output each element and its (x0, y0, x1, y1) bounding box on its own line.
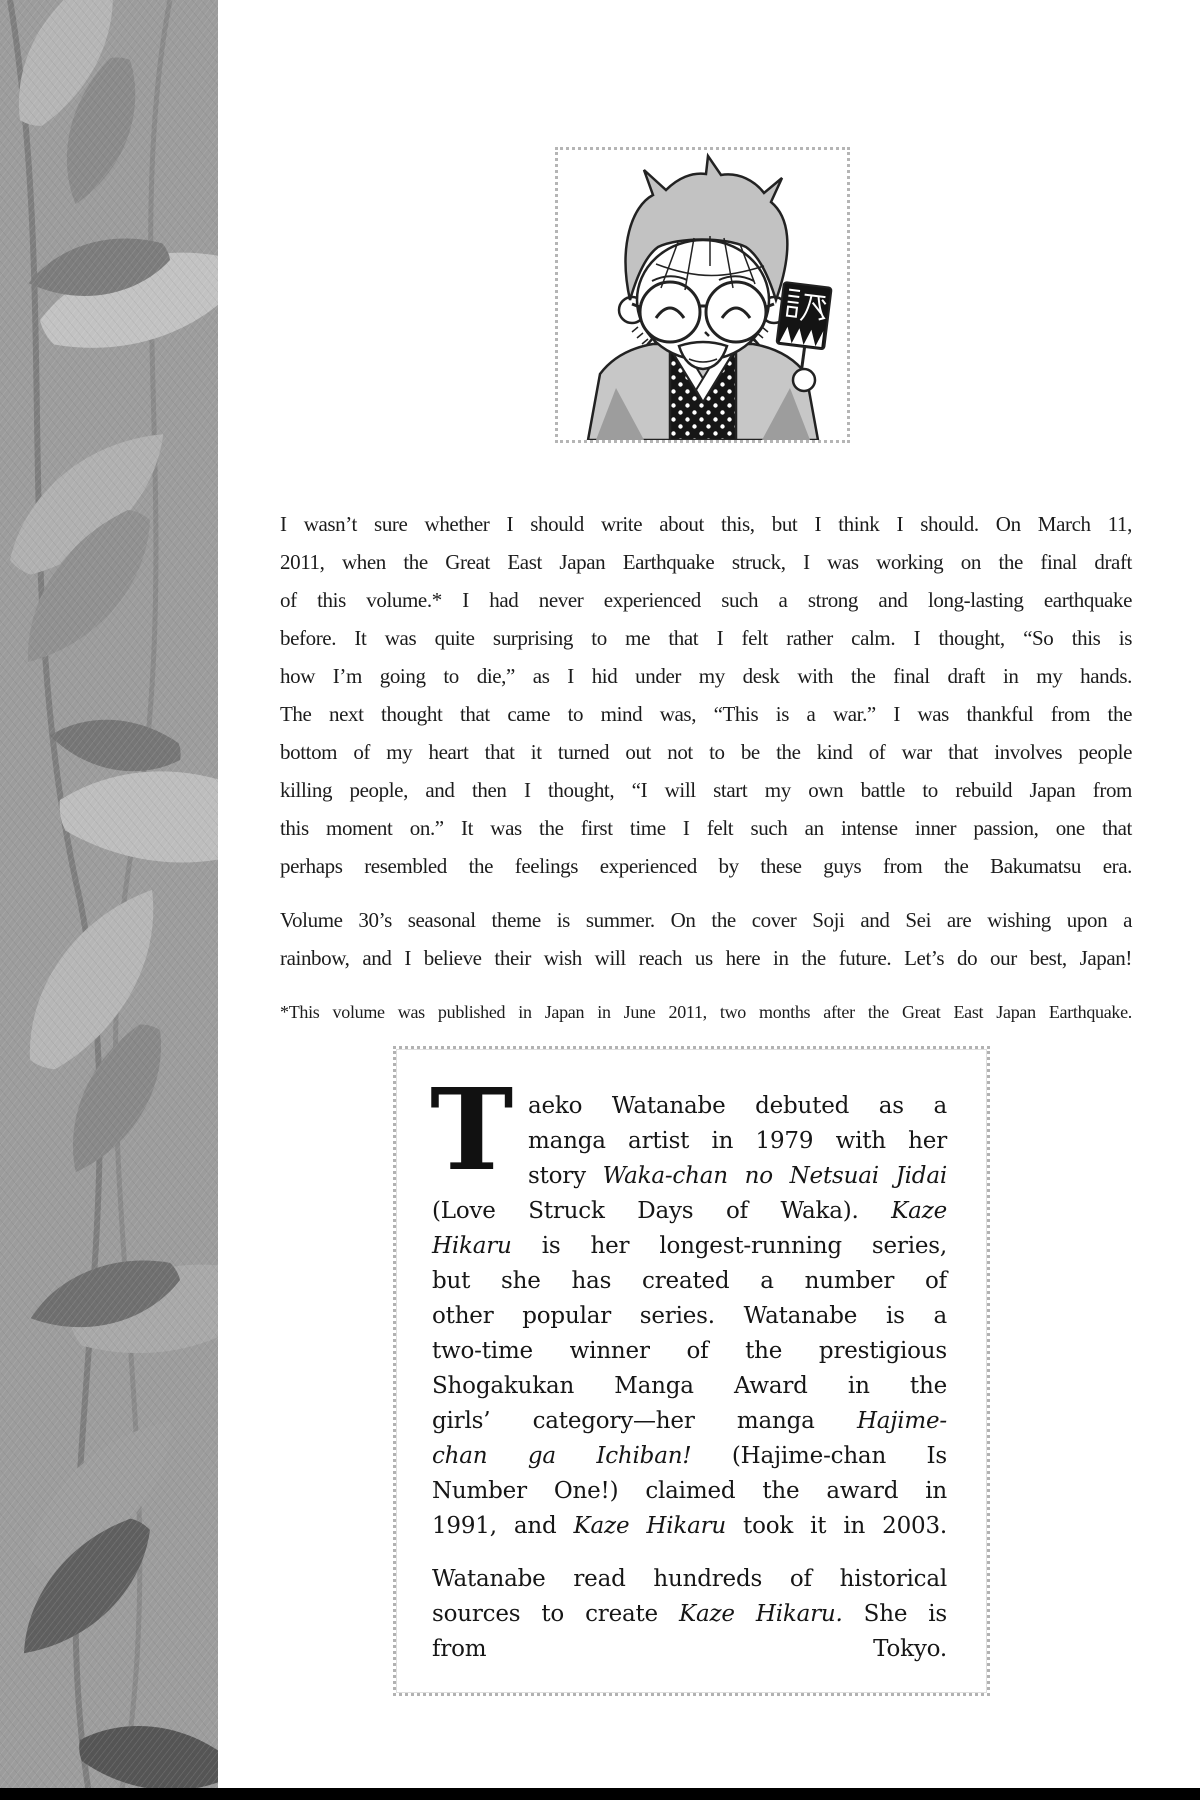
bio-line: but she has created a number of (432, 1268, 947, 1294)
author-note (280, 505, 1132, 1025)
bio-line: two-time winner of the prestigious (432, 1338, 947, 1364)
note-line: perhaps resembled the feelings experienced by these guys from the Bakumatsu era. (280, 854, 1132, 878)
decorative-fabric-strip (0, 0, 218, 1800)
bio-paragraph-1-lines (432, 1194, 947, 1544)
author-bio-box (393, 1046, 990, 1696)
note-line: rainbow, and I believe their wish will reach us here in the future. Let’s do our best, Japan! (280, 946, 1132, 970)
author-portrait-frame (555, 147, 850, 443)
note-line: The next thought that came to mind was, “This is a war.” I was thankful from the (280, 702, 1132, 726)
footnote: *This volume was published in Japan in June 2011, two months after the Great East Japan Earthquake. (280, 1002, 1132, 1022)
bio-line: aeko Watanabe debuted as a (528, 1093, 947, 1119)
bio-line: other popular series. Watanabe is a (432, 1303, 947, 1329)
fist (793, 369, 815, 391)
bio-paragraph-2 (432, 1562, 947, 1667)
note-line: killing people, and then I thought, “I will start my own battle to rebuild Japan from (280, 778, 1132, 802)
author-bio-text (430, 1065, 948, 1663)
author-portrait-illustration (558, 150, 847, 440)
author-note-paragraph-2 (280, 901, 1132, 977)
note-line: how I’m going to die,” as I hid under my desk with the final draft in my hands. (280, 664, 1132, 688)
note-line: bottom of my heart that it turned out not to be the kind of war that involves people (280, 740, 1132, 764)
note-line: 2011, when the Great East Japan Earthquake struck, I was working on the final draft (280, 550, 1132, 574)
note-line: before. It was quite surprising to me that I felt rather calm. I thought, “So this is (280, 626, 1132, 650)
bio-line: from Tokyo. (432, 1636, 947, 1662)
bio-line: girls’ category—her manga Hajime- (432, 1408, 947, 1434)
bio-line: chan ga Ichiban! (Hajime-chan Is (432, 1443, 947, 1469)
note-line: of this volume.* I had never experienced such a strong and long-lasting earthquake (280, 588, 1132, 612)
bio-line: story Waka-chan no Netsuai Jidai (528, 1163, 947, 1189)
bio-line: sources to create Kaze Hikaru. She is (432, 1601, 948, 1627)
bio-line: Watanabe read hundreds of historical (432, 1566, 947, 1592)
bio-line: Shogakukan Manga Award in the (432, 1373, 947, 1399)
bio-line: 1991, and Kaze Hikaru took it in 2003. (432, 1513, 947, 1539)
drop-cap: T (430, 1065, 514, 1196)
note-line: Volume 30’s seasonal theme is summer. On the cover Soji and Sei are wishing upon a (280, 908, 1132, 932)
bio-line: Number One!) claimed the award in (432, 1478, 947, 1504)
fabric-pattern-graphic (0, 0, 218, 1800)
bio-line: manga artist in 1979 with her (528, 1128, 947, 1154)
bio-line: Hikaru is her longest-running series, (432, 1233, 947, 1259)
makoto-flag (776, 282, 831, 349)
bio-line: (Love Struck Days of Waka). Kaze (432, 1198, 947, 1224)
page-bottom-black-bar (0, 1788, 1200, 1800)
note-line: this moment on.” It was the first time I felt such an intense inner passion, one that (280, 816, 1132, 840)
author-note-paragraph-1 (280, 505, 1132, 885)
note-line: I wasn’t sure whether I should write about this, but I think I should. On March 11, (280, 512, 1132, 536)
